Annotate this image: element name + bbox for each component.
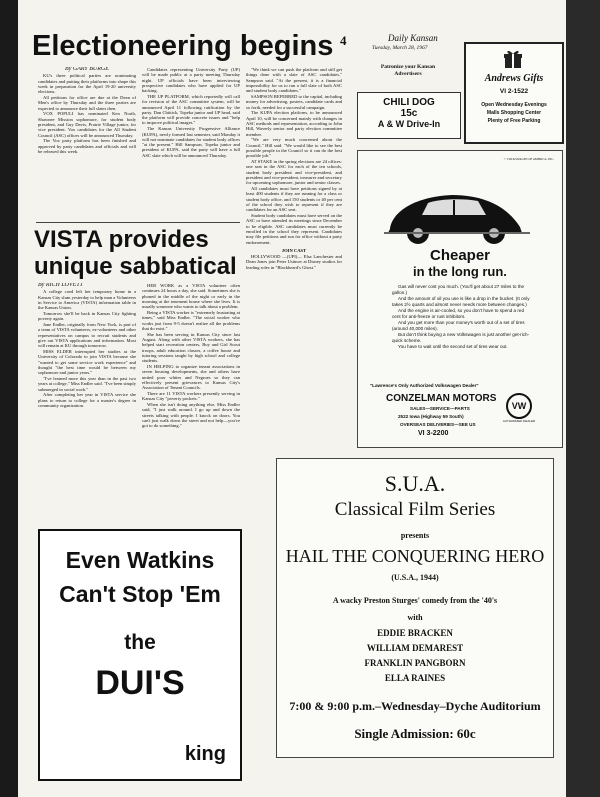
patronize-notice (358, 64, 458, 78)
andrews-line3: Plenty of Free Parking (487, 118, 541, 124)
vw-credit: © VOLKSWAGEN OF AMERICA, INC. (503, 157, 554, 161)
article2-paragraph: Tomorrow she'll be back in Kansas City fighting poverty again. (38, 310, 136, 322)
vw-body-line: And the amount of oil you use is like a drop in the bucket. (It only takes 2½ quarts and almost never needs more between changes.) (392, 296, 530, 307)
volkswagen-ad (357, 150, 563, 448)
article2-paragraph: "I've learned more this year than in the past two years at college," Miss Endler said. "I've been simply submerged in social work." (38, 376, 136, 392)
article2-paragraph: She has been serving in Kansas City since last August. Along with other VISTA workers, she has helped start recreation centers, Boy and Girl Scout troops, adult education classes, a coffee house and tutoring sessions taught by high school and college students. (142, 331, 240, 364)
andrews-line2: Malls Shopping Center (486, 110, 542, 116)
andrews-name: Andrews Gifts (484, 73, 544, 84)
film-cast-member: ELLA RAINES (384, 673, 446, 683)
chili-line2: 15c (400, 108, 418, 119)
vw-dealer-phone: VI 3-2200 (418, 430, 449, 437)
article2-paragraph: HER WORK as a VISTA volunteer often continues 24 hours a day, she said. Sometimes she is phoned in the middle of the night or early in the morning at the tenement house where she lives. It is usually someone who wants to talk about a problem. (142, 283, 240, 310)
vw-headline2: in the long run. (413, 264, 507, 279)
patronize-line2: Advertisers (394, 71, 422, 77)
vw-body-line: And the engine is air-cooled, so you don't have to spend a red cent for anti-freeze or rust inhibitors. (392, 308, 525, 319)
film-title: HAIL THE CONQUERING HERO (285, 546, 545, 566)
article1-paragraph: The Kansas University Progressive Alliance (KUPA), newly formed last semester, said Monday it will not nominate candidates for student body offices "at the present." Hill Sampson, Topeka junior and president of KUPA, said the party will have a full ASC slate which will be announced Thursday. (142, 126, 240, 158)
gift-box-icon (502, 48, 524, 70)
article1-paragraph: Candidates representing University Party (UP) will be made public at a party meeting Thursday night. UP officials have been interviewing prospective candidates who have applied for UP backing. (142, 67, 240, 94)
article1-paragraph: VOX POPULI has nominated Ken North, Shawnee Mission sophomore, for student body president, and Guy Davis, Prairie Village junior, for vice president. Vox candidates for the All Student Council (ASC) offices will be announced Thursday. (38, 111, 136, 138)
article2-paragraph: A college coed left her temporary home in a Kansas City slum yesterday to help man a Volunteers in Service to America (VISTA) information table in the Kansas Union. (38, 289, 136, 311)
film-showtime: 7:00 & 9:00 p.m.–Wednesday–Dyche Auditorium (289, 699, 541, 713)
film-year: (U.S.A., 1944) (391, 573, 439, 582)
watkins-line2: Can't Stop 'Em (59, 581, 221, 607)
chili-line3: A & W Drive-In (377, 119, 441, 129)
article2-headline-line1: VISTA provides (34, 226, 209, 253)
vw-logo-caption: AUTHORIZED DEALER (502, 419, 536, 423)
page-number: 4 (340, 33, 347, 48)
watkins-line4: DUI'S (95, 664, 185, 702)
film-org: S.U.A. (384, 471, 446, 496)
article2-col2 (142, 283, 240, 525)
scan-edge (566, 0, 600, 797)
article2-byline: By RICH LOVETT (38, 283, 83, 288)
article1-col2 (142, 67, 240, 217)
article1-col3 (246, 67, 342, 389)
vw-body (392, 284, 530, 350)
article2-paragraph: Being a VISTA worker is "extremely frustrating at times," said Miss Endler. "The social worker who works just from 9-5 doesn't realize all the problems that do exist." (142, 309, 240, 331)
article1-col1 (38, 67, 136, 217)
watkins-line5: king (184, 743, 226, 765)
chili-line1: CHILI DOG (383, 97, 435, 108)
vw-dealer-line3: OVERSEAS DELIVERIES—SEE US (400, 422, 476, 427)
article1-paragraph: "We think we can push the platform and still get things done with a slate of ASC candidates," Sampson said. "At the present, it is a financial impossibility for us to run a full slate of both ASC and student body candidates." (246, 67, 342, 94)
vw-body-line: But don't think buying a new Volkswagen is just another get-rich-quick scheme. (392, 332, 530, 343)
vw-body-line: You have to wait until the second set of tires wear out. (398, 344, 508, 349)
volkswagen-beetle-image (382, 189, 532, 249)
paper-name: Daily Kansan (388, 33, 438, 43)
watkins-ad (38, 529, 242, 781)
vw-dealer-tag: "Lawrence's Only Authorized Volkswagen Dealer" (370, 383, 479, 388)
article1-paragraph: Student body candidates must have served on the ASC or have attended its meetings since December to be eligible. ASC candidates must currently be enrolled in the school they represent. Candidates may file petitions and run for office without a party endorsement. (246, 213, 342, 245)
vw-logo-icon (506, 393, 532, 419)
film-presents: presents (400, 531, 430, 540)
article1-paragraph: SAMPSON REFERRED to the capital, including money for advertising, posters, candidate cards and so forth, needed for a successful campaign. (246, 93, 342, 110)
article2-headline (34, 226, 244, 280)
joincast-text: HOLLYWOOD —(UPI)— Elsa Lanchester and Dean Jones join Peter Ustinov at Disney studios for leading roles in "Blackbeard's Ghost." (246, 254, 342, 270)
divider (36, 222, 240, 223)
issue-date: Tuesday, March 28, 1967 (372, 45, 428, 51)
andrews-phone: VI 2-1522 (499, 88, 529, 95)
film-series-ad (276, 458, 554, 758)
film-cast-member: EDDIE BRACKEN (377, 628, 453, 638)
joincast-heading: JOIN CAST (281, 247, 307, 253)
newspaper-page (18, 0, 566, 797)
article2-col1 (38, 283, 136, 525)
article1-paragraph: "We are very much concerned about the Council," Hill said. "We would like to see the best possible people in the Council so it can do the best possible job." (246, 137, 342, 159)
article1-paragraph: KU's three political parties are nominating candidates and putting their platforms into shape this week in preparation for the April 19-20 university elections. (38, 73, 136, 95)
vw-dealer-line1: SALES—SERVICE—PARTS (410, 406, 470, 411)
patronize-line1: Patronize your Kansan (380, 64, 436, 70)
watkins-line1: Even Watkins (65, 547, 215, 573)
andrews-line1: Open Wednesday Evenings (481, 102, 547, 108)
film-cast-member: FRANKLIN PANGBORN (364, 658, 466, 668)
article1-paragraph: All candidates must have petitions signed by at least 400 students if they are running for a class or student body office, and 150 students or 40 per cent of the school they wish to represent if they are candidates for an ASC seat. (246, 186, 342, 213)
article1-paragraph: All petitions for office are due at the Dean of Men's office by Thursday and the three parties are expected to announce their full slates then. (38, 94, 136, 111)
vw-body-line: Gas will never cost you much. (You'll get about 27 miles to the gallon.) (392, 284, 525, 295)
article1-headline: Electioneering begins (32, 30, 334, 62)
article1-paragraph: THE UP PLATFORM, which reportedly will call for revision of the ASC committee system, will be announced April 11 following ratification by the party. Dan Chittick, Topeka junior and UP head, said the platform will provide concrete issues and "help to improve political images." (142, 93, 240, 126)
film-series: Classical Film Series (334, 499, 496, 520)
article2-paragraph: Jane Endler, originally from New York, is part of a team of VISTA volunteers, ex-volunteers and other representatives on campus to recruit students and give out VISTA applications and information. Most will remain at KU through tomorrow. (38, 322, 136, 349)
article2-paragraph: There are 11 VISTA workers presently serving in Kansas City "poverty pockets." (142, 390, 240, 402)
film-with: with (407, 613, 423, 622)
chili-dog-ad (357, 92, 461, 139)
vw-dealer-name: CONZELMAN MOTORS (386, 393, 497, 404)
article1-paragraph: The KUPA election platform, to be announced April 10, will be concerned mainly with changes in ASC methods and representation, according to John Hill, Waverly senior and party election committee member. (246, 110, 342, 137)
film-tagline: A wacky Preston Sturges' comedy from the '40's (332, 596, 498, 605)
article1-byline: By GARY BURGE (65, 67, 109, 72)
article2-paragraph: When she isn't doing anything else, Miss Endler said, "I just walk around. I go up and down the streets talking with people. I knock on doors. You can't just walk down the street and not help—you've got to do something." (142, 402, 240, 429)
andrews-gifts-ad (464, 42, 564, 144)
article2-paragraph: IN HELPING to organize tenant associations in seven housing developments, she and others have united poor whites and Negroes so they can effectively present grievances to Kansas City's Association of Tenant Councils. (142, 363, 240, 391)
vw-dealer-line2: 2522 Iowa (Highway 59 South) (398, 414, 464, 419)
vw-body-line: And you get more than your money's worth out of a set of tires (around 40,000 miles). (392, 320, 525, 331)
article2-paragraph: After completing her year in VISTA service she plans to return to college for a master's degree in community organization. (38, 392, 136, 409)
film-cast-member: WILLIAM DEMAREST (366, 643, 464, 653)
article1-paragraph: AT STAKE in the spring elections are 24 offices: one seat in the ASC for each of the ten schools, student body president and vice-president, and president and vice-president, treasurer and secretary for upcoming sophomore, junior and senior classes. (246, 159, 342, 186)
watkins-line3: the (124, 631, 156, 654)
vw-logo-letters: VW (511, 401, 527, 411)
article2-paragraph: MISS ELDER interrupted her studies at the University of Colorado to join VISTA because she "wanted to get some service work experience" and thought "the best time would be between my sophomore and junior years." (38, 349, 136, 376)
film-admission: Single Admission: 60c (354, 726, 476, 741)
article1-paragraph: The Vox party platform has been finished and approved by party candidates and officials and will be released this week. (38, 138, 136, 154)
article2-headline-line2: unique sabbatical (34, 253, 237, 280)
vw-headline1: Cheaper (429, 247, 491, 264)
